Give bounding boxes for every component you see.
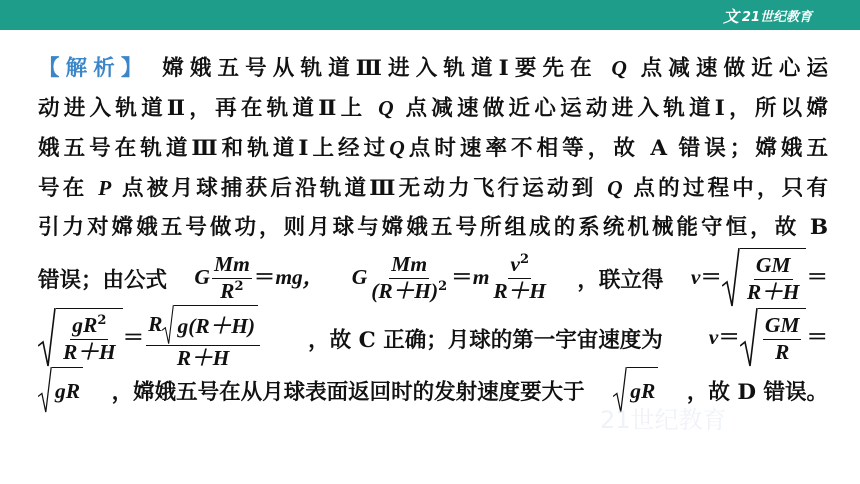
text-line-5: 引力对嫦娥五号做功，则月球与嫦娥五号所组成的系统机械能守恒，故 B xyxy=(38,215,828,240)
text-line-3: 娥五号在轨道Ⅲ和轨道Ⅰ上经过Q点时速率不相等，故 A 错误；嫦娥五 xyxy=(38,136,829,161)
analysis-text xyxy=(38,48,828,412)
formula-gravity-orbit: G $\frac{Mm}{(R+H)^2}$ ＝m $\frac{v^2}{R+H}$ xyxy=(351,251,546,303)
sqrt-icon xyxy=(38,308,56,368)
text-line-2: 动进入轨道Ⅱ，再在轨道Ⅱ上 Q 点减速做近心运动进入轨道Ⅰ，所以嫦 xyxy=(38,96,828,121)
formula-sqrt-gR: gR xyxy=(38,367,83,414)
text-line-8: gR ，嫦娥五号在从月球表面返回时的发射速度要大于 gR ，故 D 错误。 xyxy=(38,368,828,412)
logo xyxy=(723,4,812,26)
formula-sqrt-gR-2: gR xyxy=(613,367,658,414)
formula-first-cosmic: v＝ $\frac{GM}{R}$ ＝ xyxy=(709,308,828,368)
logo-text: 21世纪教育 xyxy=(741,9,812,25)
sqrt-icon xyxy=(722,248,740,308)
analysis-label: 【解析】 xyxy=(38,56,149,81)
watermark: 21世纪教育 xyxy=(600,406,727,434)
text-line-4: 号在 P 点被月球捕获后沿轨道Ⅲ无动力飞行运动到 Q 点的过程中，只有 xyxy=(38,176,828,201)
formula-line-1: 错误；由公式 G $\frac{Mm}{R^2}$ ＝mg， G $\frac{Mm}{(R+H)^2}$ ＝m $\frac{v^2}{R+H}$ ，联立得 v＝ $\frac{GM}{R+H}$ ＝ xyxy=(38,248,828,308)
formula-v-result: $\frac{gR^2}{R+H}$ ＝ R g(R＋H) R＋H xyxy=(38,305,262,372)
formula-v-orbit: v＝ $\frac{GM}{R+H}$ ＝ xyxy=(691,248,828,308)
formula-line-2: $\frac{gR^2}{R+H}$ ＝ R g(R＋H) R＋H ，故 C 正确；月球的第一宇宙速度为 v＝ $\frac{GM}{R}$ ＝ xyxy=(38,308,828,368)
sqrt-icon xyxy=(740,308,758,368)
runner-logo-icon: 文 xyxy=(722,6,739,26)
text-line-1: 【解析】 嫦娥五号从轨道Ⅲ进入轨道Ⅰ要先在 Q 点减速做近心运 xyxy=(38,56,828,81)
formula-gravity-mg: G $\frac{Mm}{R^2}$ ＝mg， xyxy=(194,251,325,303)
header-bar xyxy=(0,0,860,30)
